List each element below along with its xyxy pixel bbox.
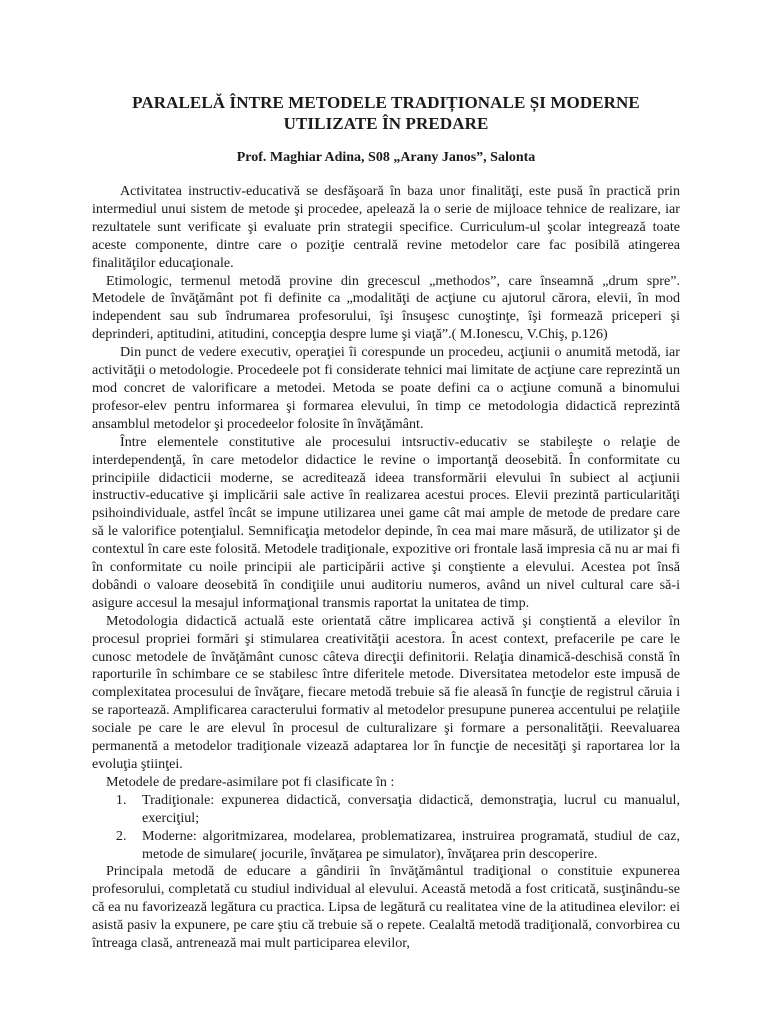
paragraph-methodology: Metodologia didactică actuală este orientată către implicarea activă şi conştientă a elevilor în procesul propriei formări şi stimularea creativităţii acestora. În acest context, prefacerile pe care le cunosc metodele de învăţământ cunosc câteva direcţii definitorii. Relaţia dinamică-deschisă constă în raporturile în schimbare ce se stabilesc între diferitele metode. Diversitatea metodelor este impusă de complexitatea procesului de învăţare, fiecare metodă trebuie să fie aleasă în funcţie de registrul căruia i se raportează. Amplificarea caracterului formativ al metodelor presupune punerea accentului pe relaţiile sociale pe care le are elevul în procesul de culturalizare şi formare a personalităţii. Reevaluarea permanentă a metodelor tradiţionale vizează adaptarea lor în funcţie de necesităţi şi raportarea lor la evoluţia ştiinţei. <box>92 612 680 772</box>
list-item-modern: 2. Moderne: algoritmizarea, modelarea, problematizarea, instruirea programată, studiul de caz, metode de simulare( jocurile, învăţarea pe simulator), învăţarea prin descoperire. <box>130 828 680 864</box>
title-line-2: UTILIZATE ÎN PREDARE <box>283 114 489 133</box>
list-intro: Metodele de predare-asimilare pot fi clasificate în : <box>106 773 395 790</box>
paragraph-closing: Principala metodă de educare a gândirii în învăţământul tradiţional o constituie expunerea profesorului, completată cu studiul individual al elevului. Această metodă a fost criticată, susţinându-se că ea nu favorizează legătura cu practica. Lipsa de legătură cu realitatea vine de la atitudinea elevilor: ei asistă pasiv la expunere, pe care ştiu că trebuie să o repete. Cealaltă metodă tradiţională, convorbirea cu întreaga clasă, antrenează mai mult participarea elevilor, <box>92 863 680 952</box>
author-line: Prof. Maghiar Adina, S08 „Arany Janos”, Salonta <box>236 150 536 165</box>
paragraph-intro: Activitatea instructiv-educativă se desfăşoară în baza unor finalităţi, este pusă în practică prin intermediul unui sistem de metode şi procedee, apelează la o serie de mijloace tehnice de realizare, iar rezultatele sunt verificate şi evaluate prin strategii specifice. Curriculum-ul şcolar integrează toate aceste componente, dintre care o poziţie centrală revine metodelor care fac posibilă atingerea finalităţilor educaţionale. <box>92 183 680 271</box>
paragraph-etymology: Etimologic, termenul metodă provine din grecescul „methodos”, care înseamnă „drum spre”. Metodele de învăţământ pot fi definite ca „modalităţi de acţiune cu ajutorul cărora, elevii, în mod independent sau sub îndrumarea profesorului, îşi însuşesc cunoştinţe, îşi formează priceperi şi deprinderi, aptitudini, atitudini, concepţia despre lume şi viaţă”.( M.Ionescu, V.Chiş, p.126) <box>92 272 680 343</box>
paragraph-elements: Între elementele constitutive ale procesului intsructiv-educativ se stabileşte o relaţie de interdependenţă, în care metodelor didactice le revine o importanţă deosebită. În conformitate cu principiile didacticii moderne, se acreditează ideea transformării elevului în subiect al acţiunii instructiv-educative şi implicării sale active în realizarea acestui proces. Elevii prezintă particularităţi psihoindividuale, astfel încât se impune utilizarea unei game cât mai ample de metode de predare care să le valorifice potenţialul. Semnificaţia metodelor depinde, în cea mai mare măsură, de utilizator şi de contextul în care este folosită. Metodele tradiţionale, expozitive ori frontale lasă impresia că nu ar mai fi în conformitate cu noile principii ale participării active şi conştiente a elevului. Acestea pot însă dobândi o valoare deosebită în condiţiile unui auditoriu numeros, având un nivel cultural care să-i asigure accesul la mesajul informaţional transmis raportat la unitatea de timp. <box>92 433 680 611</box>
title-line-1: PARALELĂ ÎNTRE METODELE TRADIȚIONALE ȘI MODERNE <box>132 93 640 112</box>
paragraph-executive: Din punct de vedere executiv, operaţiei îi corespunde un procedeu, acţiunii o anumită metodă, iar activităţii o metodologie. Procedeele pot fi considerate tehnici mai limitate de acţiune care reprezintă un mod concret de valorificare a metodei. Metoda se poate defini ca o acţiune comună a binomului profesor-elev pentru informarea şi formarea elevului, în timp ce metodologia didactică reprezintă ansamblul metodelor şi procedeelor folosite în învăţământ. <box>92 344 680 432</box>
methods-list <box>92 792 680 864</box>
document-title <box>92 92 680 134</box>
list-item-traditional: 1. Tradiţionale: expunerea didactică, conversaţia didactică, demonstraţia, lucrul cu manualul, exerciţiul; <box>130 792 680 828</box>
